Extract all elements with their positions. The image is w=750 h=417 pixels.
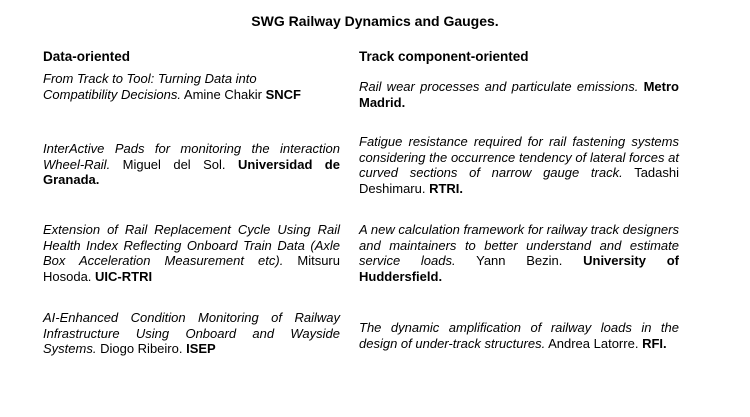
talk-organization: ISEP <box>186 341 216 356</box>
talk-entry <box>359 320 679 351</box>
talk-entry <box>43 71 313 102</box>
talk-title: Extension of Rail Replacement Cycle Using Rail Health Index Reflecting Onboard Train Data (Axle Box Acceleration Measurement etc). <box>43 222 340 268</box>
talk-author: Amine Chakir <box>183 86 262 102</box>
talk-title: A new calculation framework for railway track designers and maintainers to better understand and estimate service loads. <box>359 222 679 268</box>
talk-author: Andrea Latorre. <box>548 335 639 351</box>
talk-entry <box>43 141 340 188</box>
talk-organization: Metro Madrid. <box>359 79 679 110</box>
talk-author: Diogo Ribeiro. <box>100 341 183 356</box>
page-title: SWG Railway Dynamics and Gauges. <box>251 13 499 29</box>
talk-title: AI-Enhanced Condition Monitoring of Railway Infrastructure Using Onboard and Wayside Systems. <box>43 310 340 356</box>
talk-organization: University of Huddersfield. <box>359 253 679 284</box>
talk-organization: SNCF <box>265 86 301 102</box>
talk-entry <box>43 310 340 357</box>
talk-title: Rail wear processes and particulate emissions. <box>359 79 639 94</box>
talk-entry <box>43 222 340 284</box>
talk-organization: UIC-RTRI <box>95 268 153 284</box>
column-header-track-component-oriented: Track component-oriented <box>359 49 529 64</box>
talk-organization: RFI. <box>642 335 667 351</box>
talk-title: From Track to Tool: Turning Data into Compatibility Decisions. <box>43 71 257 102</box>
talk-entry <box>359 79 679 110</box>
talk-entry <box>359 222 679 284</box>
talk-author: Tadashi Deshimaru. <box>359 165 679 196</box>
talk-author: Yann Bezin. <box>476 253 563 268</box>
column-header-data-oriented: Data-oriented <box>43 49 131 64</box>
talk-title: The dynamic amplification of railway loads in the design of under-track structures. <box>359 320 679 351</box>
talk-organization: RTRI. <box>429 180 464 196</box>
talk-author: Mitsuru Hosoda. <box>43 253 340 284</box>
talk-title: Fatigue resistance required for rail fastening systems considering the occurrence tendency of lateral forces at curved sections of narrow gauge track. <box>359 134 679 180</box>
talk-organization: Universidad de Granada. <box>43 156 340 187</box>
talk-entry <box>359 134 679 196</box>
talk-title: InterActive Pads for monitoring the interaction Wheel-Rail. <box>43 141 340 172</box>
talk-author: Miguel del Sol. <box>122 156 226 172</box>
